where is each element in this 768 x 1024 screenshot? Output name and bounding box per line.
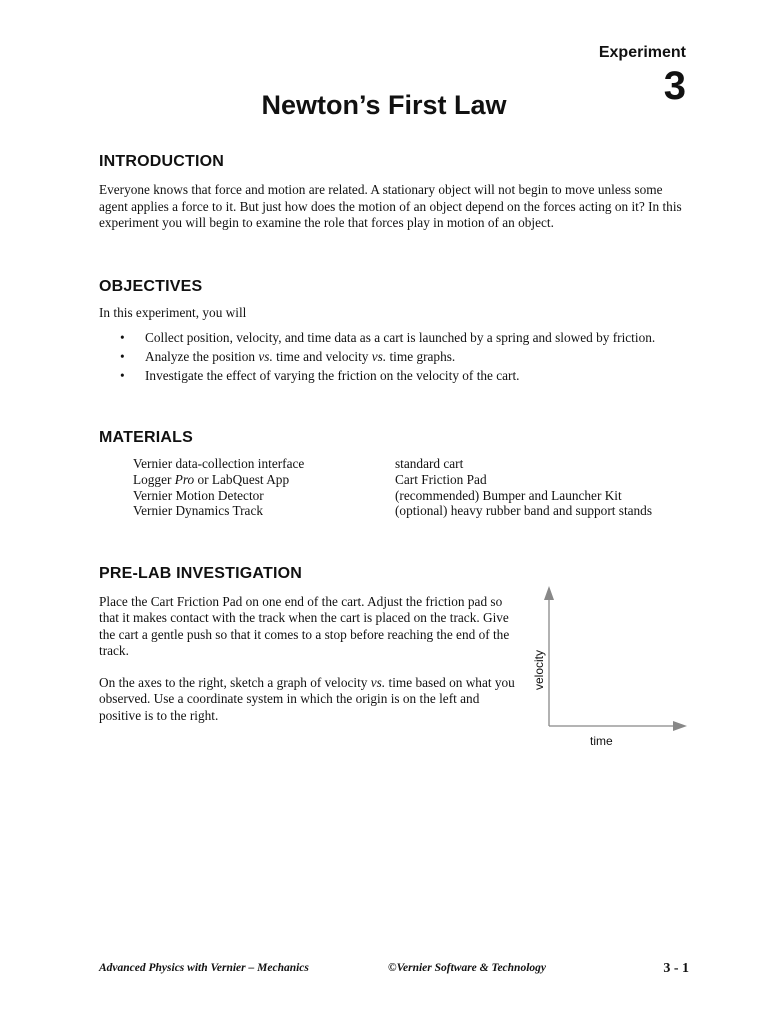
list-item: [120, 368, 680, 384]
materials-heading: MATERIALS: [99, 429, 193, 446]
material-item: (recommended) Bumper and Launcher Kit: [395, 487, 622, 503]
objective-text: Investigate the effect of varying the friction on the velocity of the cart.: [145, 368, 520, 383]
material-item: Vernier Dynamics Track: [133, 503, 263, 519]
material-item: Logger Pro or LabQuest App: [133, 471, 290, 487]
prelab-text: [99, 594, 524, 740]
objective-text-end: time graphs.: [386, 349, 456, 364]
material-item: Cart Friction Pad: [395, 471, 487, 487]
objectives-list: [120, 330, 680, 387]
material-item: (optional) heavy rubber band and support stands: [395, 503, 653, 519]
bullet-icon: •: [120, 330, 125, 345]
material-item: standard cart: [395, 456, 464, 471]
bullet-icon: •: [120, 349, 125, 364]
introduction-text: Everyone knows that force and motion are related. A stationary object will not begin to move unless some agent applies a force to it. But just how does the motion of an object depend on the forces acting on it? In this experiment you will begin to examine the role that forces play in motion of an object.: [99, 182, 682, 230]
list-item: [120, 349, 680, 365]
y-axis-arrow-icon: [544, 586, 554, 600]
footer-copyright: ©Vernier Software & Technology: [388, 962, 546, 974]
page-number: 3 - 1: [663, 961, 689, 976]
material-item: Vernier data-collection interface: [133, 456, 305, 471]
materials-row: [133, 456, 693, 472]
experiment-label: Experiment: [598, 44, 686, 61]
objectives-heading: OBJECTIVES: [99, 278, 203, 295]
y-axis-label: velocity: [532, 649, 546, 690]
prelab-paragraph-2: On the axes to the right, sketch a graph of velocity vs. time based on what you observed. Use a coordinate system in which the origin is on the left and positive is to the right.: [99, 675, 515, 723]
page-title: Newton’s First Law: [261, 90, 507, 120]
experiment-number: 3: [663, 64, 686, 108]
materials-row: [133, 503, 693, 519]
material-item: Vernier Motion Detector: [133, 487, 264, 503]
objective-text: Collect position, velocity, and time data as a cart is launched by a spring and slowed by friction.: [145, 330, 656, 345]
objectives-intro: In this experiment, you will: [99, 305, 247, 320]
velocity-time-axes: [528, 580, 693, 755]
list-item: [120, 330, 680, 346]
vs-italic: vs.: [258, 349, 273, 364]
materials-row: [133, 472, 693, 488]
bullet-icon: •: [120, 368, 125, 383]
materials-row: [133, 488, 693, 504]
x-axis-label: time: [590, 734, 613, 748]
materials-table: [133, 456, 693, 519]
vs-italic: vs.: [371, 349, 387, 364]
objective-text: Analyze the position: [145, 349, 259, 364]
introduction-heading: INTRODUCTION: [99, 153, 225, 170]
prelab-paragraph-1: Place the Cart Friction Pad on one end of the cart. Adjust the friction pad so that it makes contact with the track when the cart is placed on the track. Give the cart a gentle push so that it comes to a stop before reaching the end of the track.: [99, 594, 510, 658]
objective-text-cont: time and velocity: [272, 349, 372, 364]
x-axis-arrow-icon: [673, 721, 687, 731]
prelab-heading: PRE-LAB INVESTIGATION: [99, 565, 303, 582]
footer-book-title: Advanced Physics with Vernier – Mechanics: [99, 962, 309, 974]
